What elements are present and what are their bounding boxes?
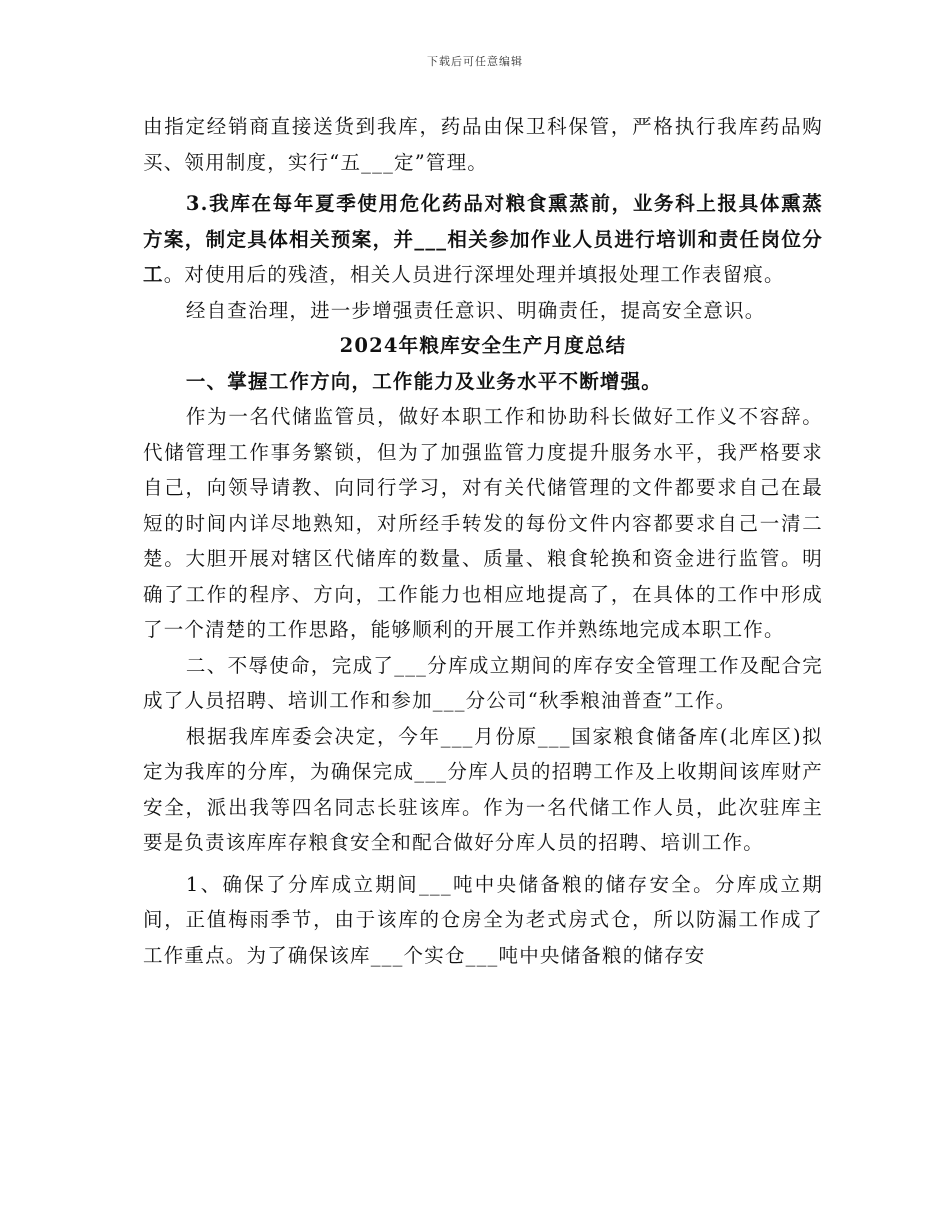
paragraph-section-1-body: 作为一名代储监管员，做好本职工作和协助科长做好工作义不容辞。代储管理工作事务繁锁，但为了加强监管力度提升服务水平，我严格要求自己，向领导请教、向同行学习，对有关代储管理的文件都要求自己在最短的时间内详尽地熟知，对所经手转发的每份文件内容都要求自己一清二楚。大胆开展对辖区代储库的数量、质量、粮食轮换和资金进行监管。明确了工作的程序、方向，工作能力也相应地提高了，在具体的工作中形成了一个清楚的工作思路，能够顺利的开展工作并熟练地完成本职工作。 xyxy=(143,405,823,641)
paragraph-section-2-heading: 二、不辱使命，完成了___分库成立期间的库存安全管理工作及配合完成了人员招聘、培训工作和参加___分公司“秋季粮油普查”工作。 xyxy=(143,653,823,712)
paragraph-continuation: 由指定经销商直接送货到我库，药品由保卫科保管，严格执行我库药品购买、领用制度，实行“五___定”管理。 xyxy=(143,115,823,174)
paragraph-item-3-bold: 3.我库在每年夏季使用危化药品对粮食熏蒸前，业务科上报具体熏蒸方案，制定具体相关预案，并___相关参加作业人员进行培训和责任岗位分工 xyxy=(143,192,823,286)
paragraph-conclusion: 经自查治理，进一步增强责任意识、明确责任，提高安全意识。 xyxy=(185,298,766,322)
paragraph-section-2-body: 根据我库库委会决定，今年___月份原___国家粮食储备库(北库区)拟定为我库的分库，为确保完成___分库人员的招聘工作及上收期间该库财产安全，派出我等四名同志长驻该库。作为一名代储工作人员，此次驻库主要是负责该库库存粮食安全和配合做好分库人员的招聘、培训工作。 xyxy=(143,724,823,854)
page-header: 下载后可任意编辑 xyxy=(427,55,523,68)
paragraph-item-3 xyxy=(143,186,823,293)
paragraph-item-1: 1、确保了分库成立期间___吨中央储备粮的储存安全。分库成立期间，正值梅雨季节，由于该库的仓房全为老式房式仓，所以防漏工作成了工作重点。为了确保该库___个实仓___吨中央储备粮的储存安 xyxy=(143,872,823,967)
paragraph-item-3-rest: 。对使用后的残渣，相关人员进行深埋处理并填报处理工作表留痕。 xyxy=(163,263,785,286)
document-body xyxy=(143,109,823,973)
section-title: 2024年粮库安全生产月度总结 xyxy=(339,334,627,357)
section-heading-1: 一、掌握工作方向，工作能力及业务水平不断增强。 xyxy=(185,369,662,393)
